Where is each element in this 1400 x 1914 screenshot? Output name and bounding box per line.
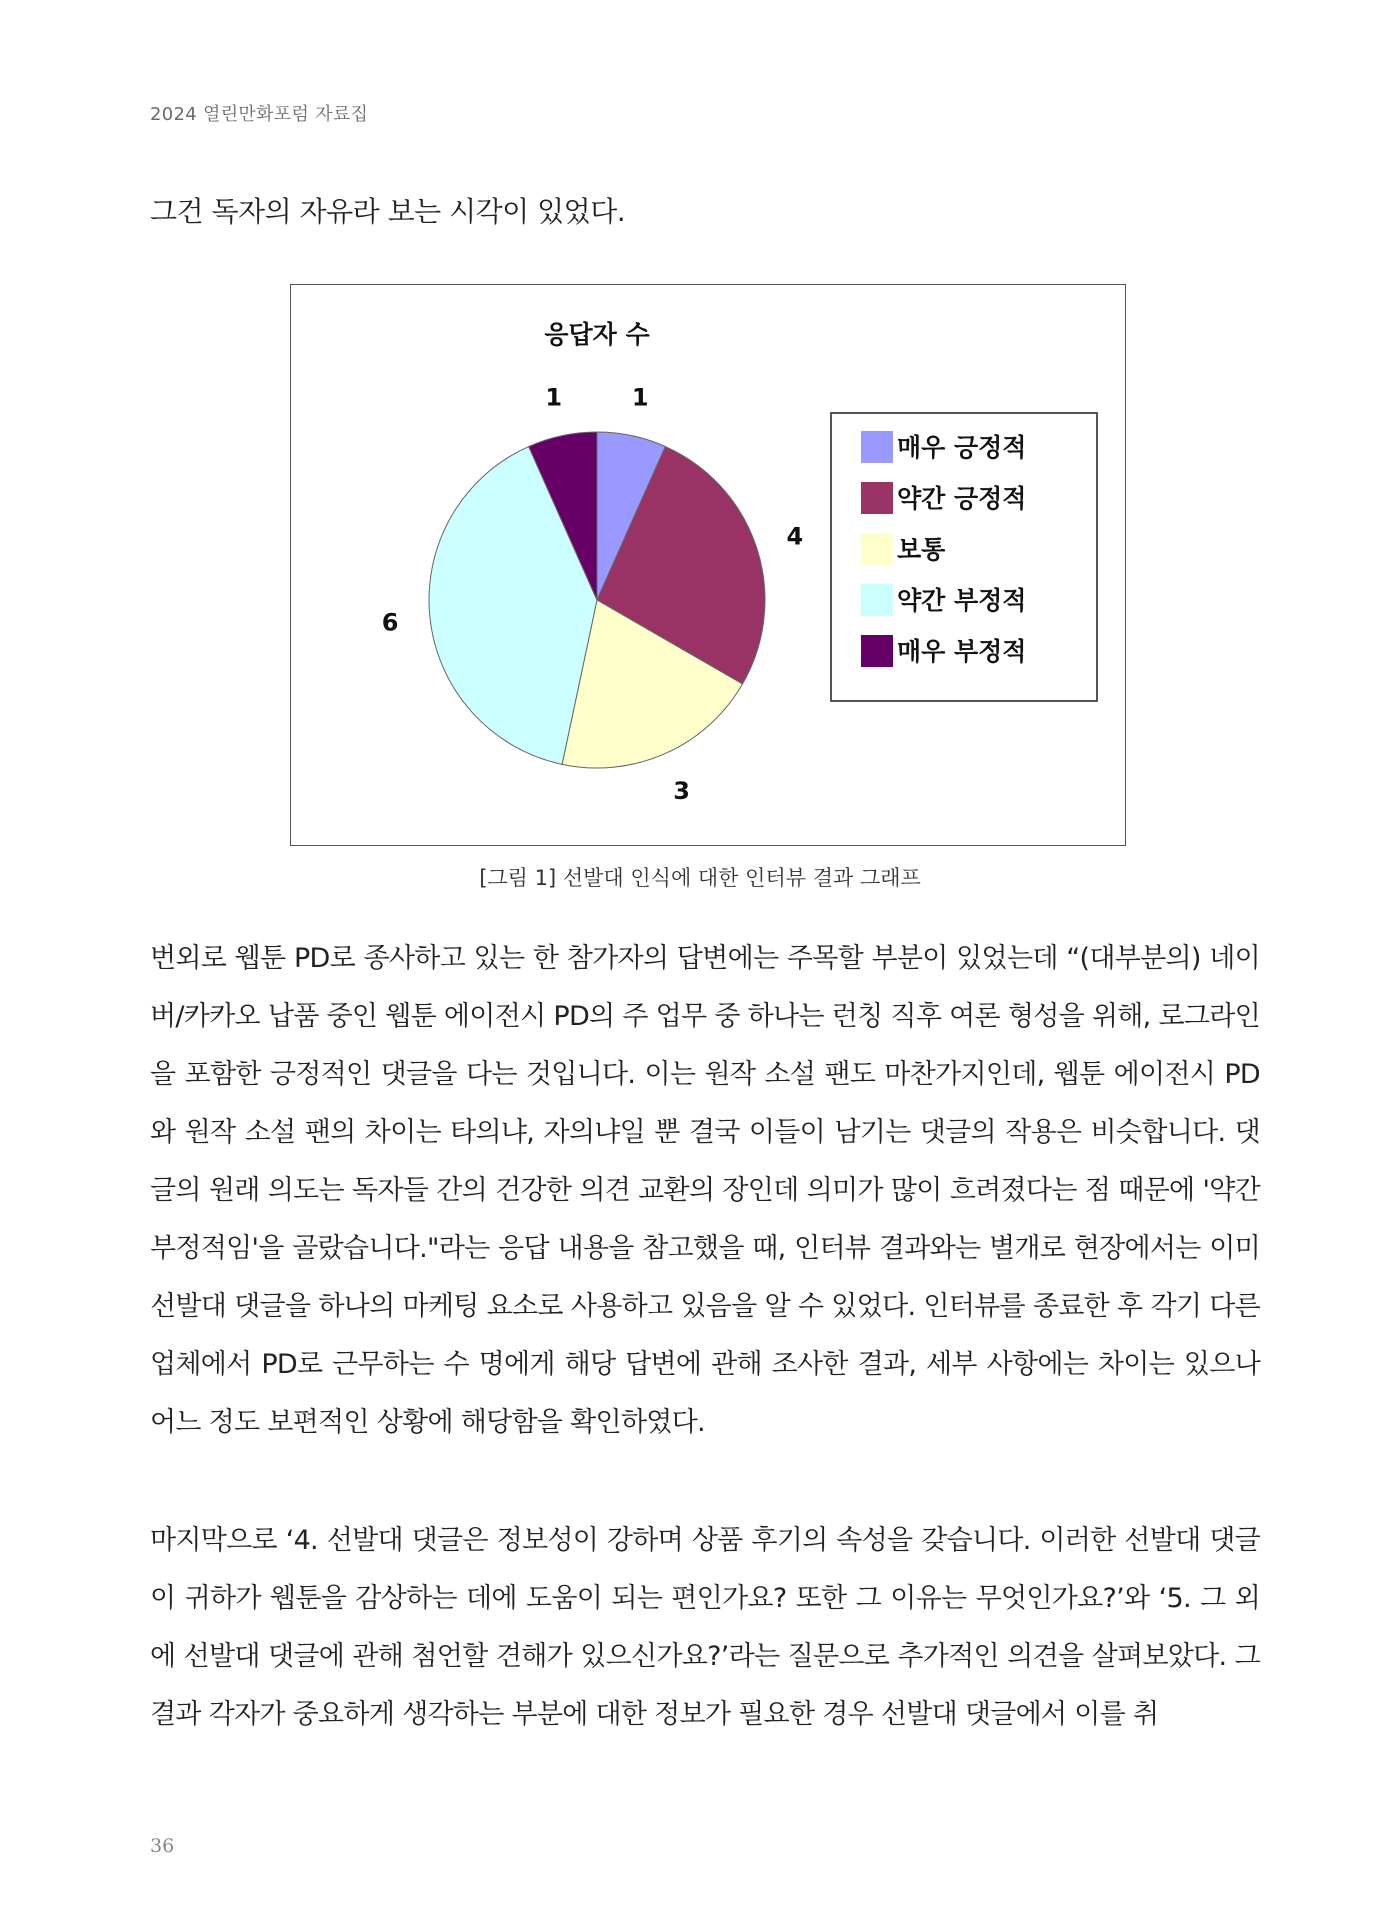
body-paragraph-2: 마지막으로 ‘4. 선발대 댓글은 정보성이 강하며 상품 후기의 속성을 갖습니다. 이러한 선발대 댓글이 귀하가 웹툰을 감상하는 데에 도움이 되는 편인가요? 또한 그 이유는 무엇인가요?’와 ‘5. 그 외에 선발대 댓글에 관해 첨언할 견해가 있으신가요?’라는 질문으로 추가적인 의견을 살펴보았다. 그 결과 각자가 중요하게 생각하는 부분에 대한 정보가 필요한 경우 선발대 댓글에서 이를 취	[150, 1525, 1260, 1730]
legend-swatch	[861, 635, 893, 667]
legend-swatch	[861, 533, 893, 565]
legend-label: 매우 부정적	[897, 637, 1027, 666]
pie-data-label: 1	[545, 383, 563, 412]
legend-label: 매우 긍정적	[897, 433, 1027, 462]
pie-slices	[429, 432, 765, 768]
chart-title: 응답자 수	[544, 320, 650, 349]
legend-swatch	[861, 584, 893, 616]
pie-chart	[291, 285, 1127, 847]
pie-data-label: 3	[673, 777, 690, 806]
pie-chart-figure	[290, 284, 1126, 846]
body-paragraph-1: 번외로 웹툰 PD로 종사하고 있는 한 참가자의 답변에는 주목할 부분이 있었는데 “(대부분의) 네이버/카카오 납품 중인 웹툰 에이전시 PD의 주 업무 중 하나는 런칭 직후 여론 형성을 위해, 로그라인을 포함한 긍정적인 댓글을 다는 것입니다. 이는 원작 소설 팬도 마찬가지인데, 웹툰 에이전시 PD와 원작 소설 팬의 차이는 타의냐, 자의냐일 뿐 결국 이들이 남기는 댓글의 작용은 비슷합니다. 댓글의 원래 의도는 독자들 간의 건강한 의견 교환의 장인데 의미가 많이 흐려졌다는 점 때문에 '약간 부정적임'을 골랐습니다."라는 응답 내용을 참고했을 때, 인터뷰 결과와는 별개로 현장에서는 이미 선발대 댓글을 하나의 마케팅 요소로 사용하고 있음을 알 수 있었다. 인터뷰를 종료한 후 각기 다른 업체에서 PD로 근무하는 수 명에게 해당 답변에 관해 조사한 결과, 세부 사항에는 차이는 있으나 어느 정도 보편적인 상황에 해당함을 확인하였다.	[150, 943, 1260, 1438]
intro-sentence: 그건 독자의 자유라 보는 시각이 있었다.	[150, 195, 626, 228]
figure-caption: [그림 1] 선발대 인식에 대한 인터뷰 결과 그래프	[479, 866, 921, 890]
pie-data-label: 6	[381, 608, 399, 637]
legend-label: 약간 부정적	[897, 586, 1027, 615]
legend-label: 약간 긍정적	[897, 484, 1027, 513]
legend-label: 보통	[897, 535, 946, 564]
legend-swatch	[861, 431, 893, 463]
pie-data-label: 4	[786, 522, 804, 551]
running-header: 2024 열린만화포럼 자료집	[150, 104, 369, 125]
legend-swatch	[861, 482, 893, 514]
pie-data-label: 1	[631, 383, 649, 412]
page-number: 36	[150, 1835, 175, 1857]
